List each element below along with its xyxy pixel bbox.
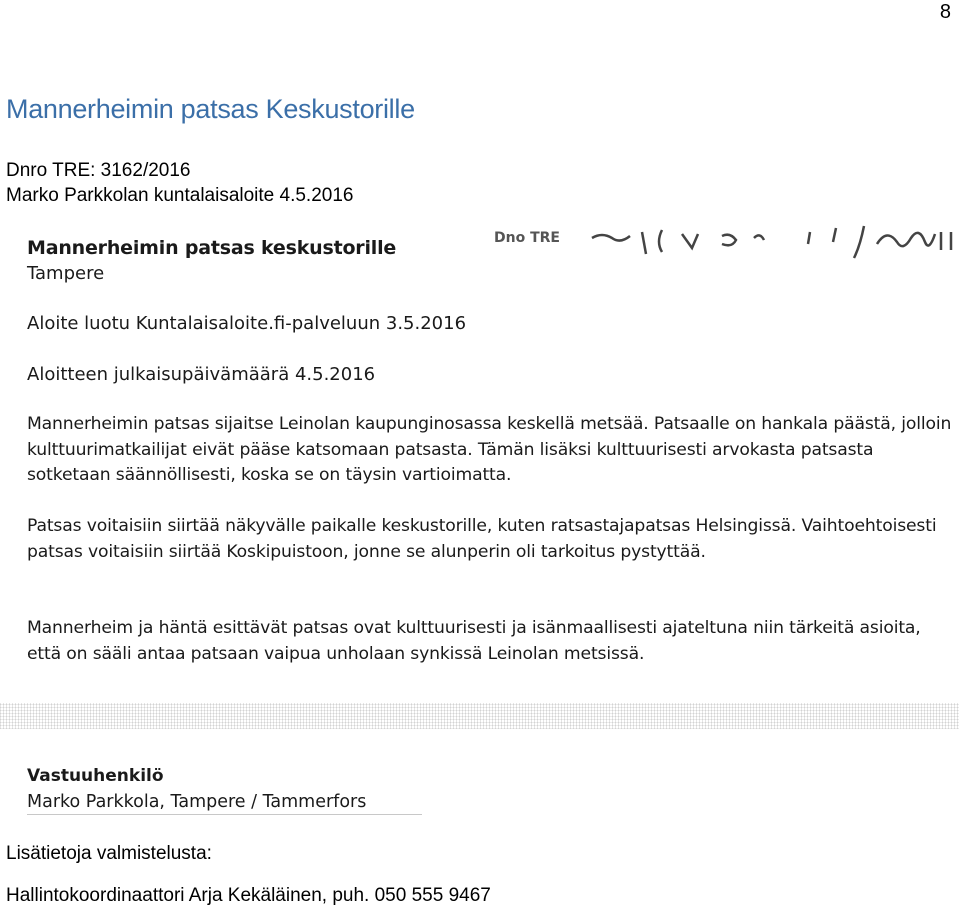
scan-city: Tampere xyxy=(27,263,105,284)
scan-contact-name: Marko Parkkola, Tampere / Tammerfors xyxy=(27,792,367,812)
scan-published-line: Aloitteen julkaisupäivämäärä 4.5.2016 xyxy=(27,364,376,385)
page-number: 8 xyxy=(939,1,951,23)
scan-artifact-band xyxy=(0,703,959,729)
dnro-line: Dnro TRE: 3162/2016 xyxy=(6,160,191,181)
document-title: Mannerheimin patsas Keskustorille xyxy=(6,94,415,124)
scan-title: Mannerheimin patsas keskustorille xyxy=(27,237,397,259)
scanned-initiative-image xyxy=(0,218,959,830)
footer-label: Lisätietoja valmistelusta: xyxy=(6,843,212,864)
scan-underline xyxy=(27,814,422,815)
scan-contact-label: Vastuuhenkilö xyxy=(27,766,164,786)
initiative-line: Marko Parkkolan kuntalaisaloite 4.5.2016 xyxy=(6,185,354,206)
footer-contact: Hallintokoordinaattori Arja Kekäläinen, puh. 050 555 9467 xyxy=(6,885,491,906)
handwritten-stamp xyxy=(492,224,959,264)
svg-text:Dno TRE: Dno TRE xyxy=(494,230,560,246)
scan-paragraph: Patsas voitaisiin siirtää näkyvälle paikalle keskustorille, kuten ratsastajapatsas Helsingissä. Vaihtoehtoisesti patsas voitaisiin siirtää Koskipuistoon, jonne se alunperin oli tarkoitus pystyttää. xyxy=(27,516,937,562)
scan-created-line: Aloite luotu Kuntalaisaloite.fi-palveluun 3.5.2016 xyxy=(27,313,467,334)
scan-paragraph: Mannerheimin patsas sijaitse Leinolan kaupunginosassa keskellä metsää. Patsaalle on hankala päästä, jolloin kulttuurimatkailijat eivät pääse katsomaan patsasta. Tämän lisäksi kulttuurisesti arvokasta patsasta sotketaan säännöllisesti, koska se on täysin vartioimatta. xyxy=(27,414,952,485)
scan-paragraph: Mannerheim ja häntä esittävät patsas ovat kulttuurisesti ja isänmaallisesti ajateltuna niin tärkeitä asioita, että on sääli antaa patsaan vaipua unholaan synkissä Leinolan metsissä. xyxy=(27,618,921,664)
